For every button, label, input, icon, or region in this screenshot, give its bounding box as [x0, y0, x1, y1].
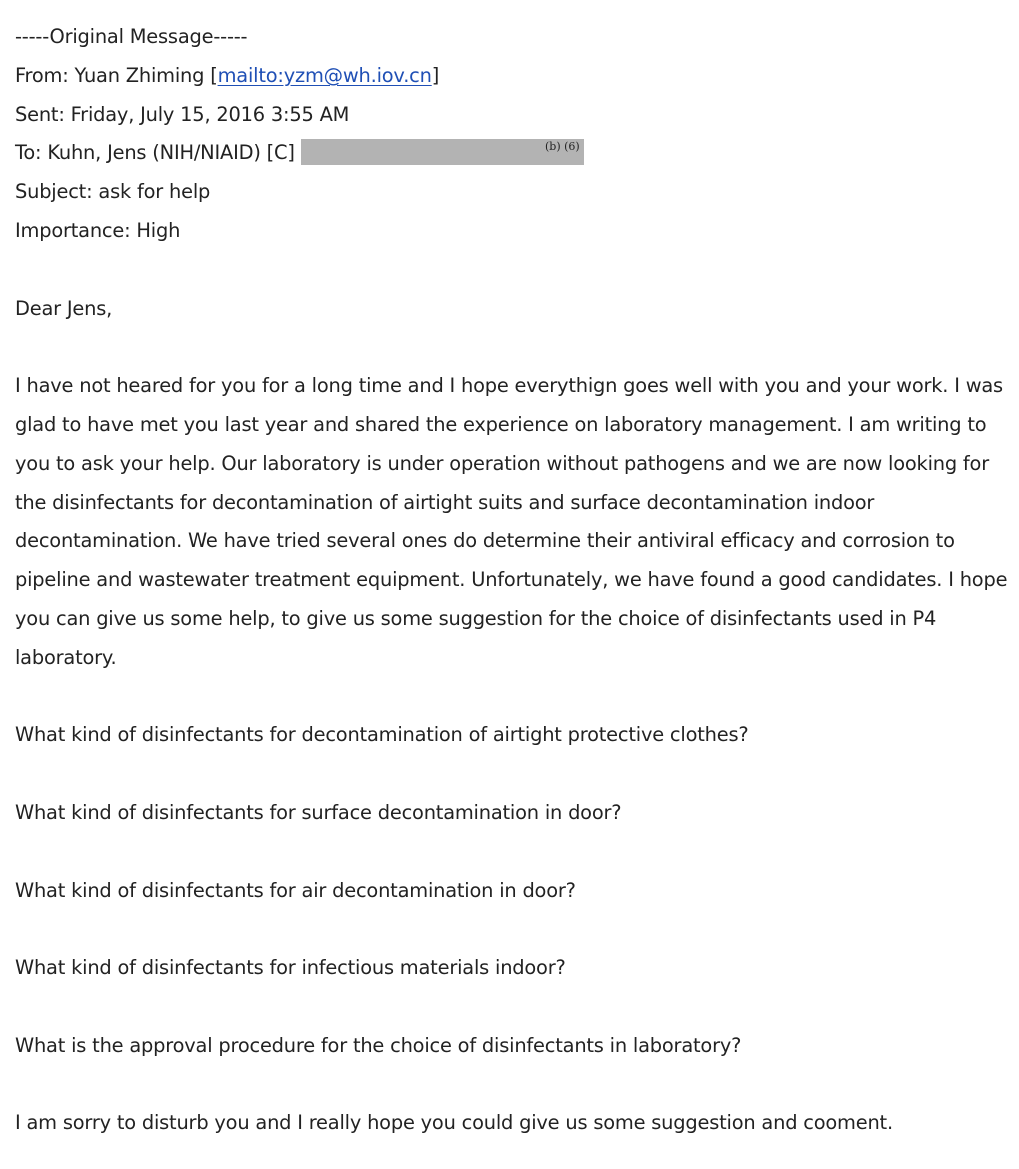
question-5: What is the approval procedure for the choice of disinfectants in laboratory? [15, 1033, 742, 1057]
question-4: What kind of disinfectants for infectious materials indoor? [15, 956, 566, 980]
to-label: To: [15, 141, 42, 165]
question-2: What kind of disinfectants for surface decontamination in door? [15, 800, 622, 824]
to-line [15, 134, 1010, 173]
sent-line [15, 96, 1010, 135]
importance-line [15, 212, 1010, 251]
original-message-divider: -----Original Message----- [15, 25, 248, 48]
question-1: What kind of disinfectants for decontamination of airtight protective clothes? [15, 723, 749, 747]
body-paragraph: I have not heared for you for a long time and I hope everythign goes well with you and your work. I was glad to have met you last year and shared the experience on laboratory management. I am writing to you to ask your help. Our laboratory is under operation without pathogens and we are now looking for the disinfectants for decontamination of airtight suits and surface decontamination indoor decontamination. We have tried several ones do determine their antiviral efficacy and corrosion to pipeline and wastewater treatment equipment. Unfortunately, we have found a good candidates. I hope you can give us some help, to give us some suggestion for the choice of disinfectants used in P4 laboratory. [15, 374, 1008, 669]
subject-line [15, 173, 1010, 212]
from-line: From: Yuan Zhiming [mailto:yzm@wh.iov.cn] [15, 63, 440, 87]
importance-value: High [136, 218, 181, 242]
greeting: Dear Jens, [15, 296, 113, 320]
importance-label: Importance: [15, 218, 131, 242]
redaction-code: (b) (6) [545, 139, 580, 153]
from-label: From: [15, 63, 69, 87]
subject-value: ask for help [98, 180, 211, 204]
closing-line: I am sorry to disturb you and I really hope you could give us some suggestion and cooment. [15, 1111, 893, 1135]
question-3: What kind of disinfectants for air decontamination in door? [15, 878, 576, 902]
redaction-box [301, 139, 584, 165]
sender-email-link[interactable]: mailto:yzm@wh.iov.cn [217, 63, 432, 87]
sender-name: Yuan Zhiming [74, 63, 205, 87]
recipient: Kuhn, Jens (NIH/NIAID) [C] [47, 141, 295, 165]
subject-label: Subject: [15, 180, 93, 204]
sent-date: Friday, July 15, 2016 3:55 AM [70, 102, 350, 126]
email-document [15, 18, 1010, 1143]
sent-label: Sent: [15, 102, 65, 126]
